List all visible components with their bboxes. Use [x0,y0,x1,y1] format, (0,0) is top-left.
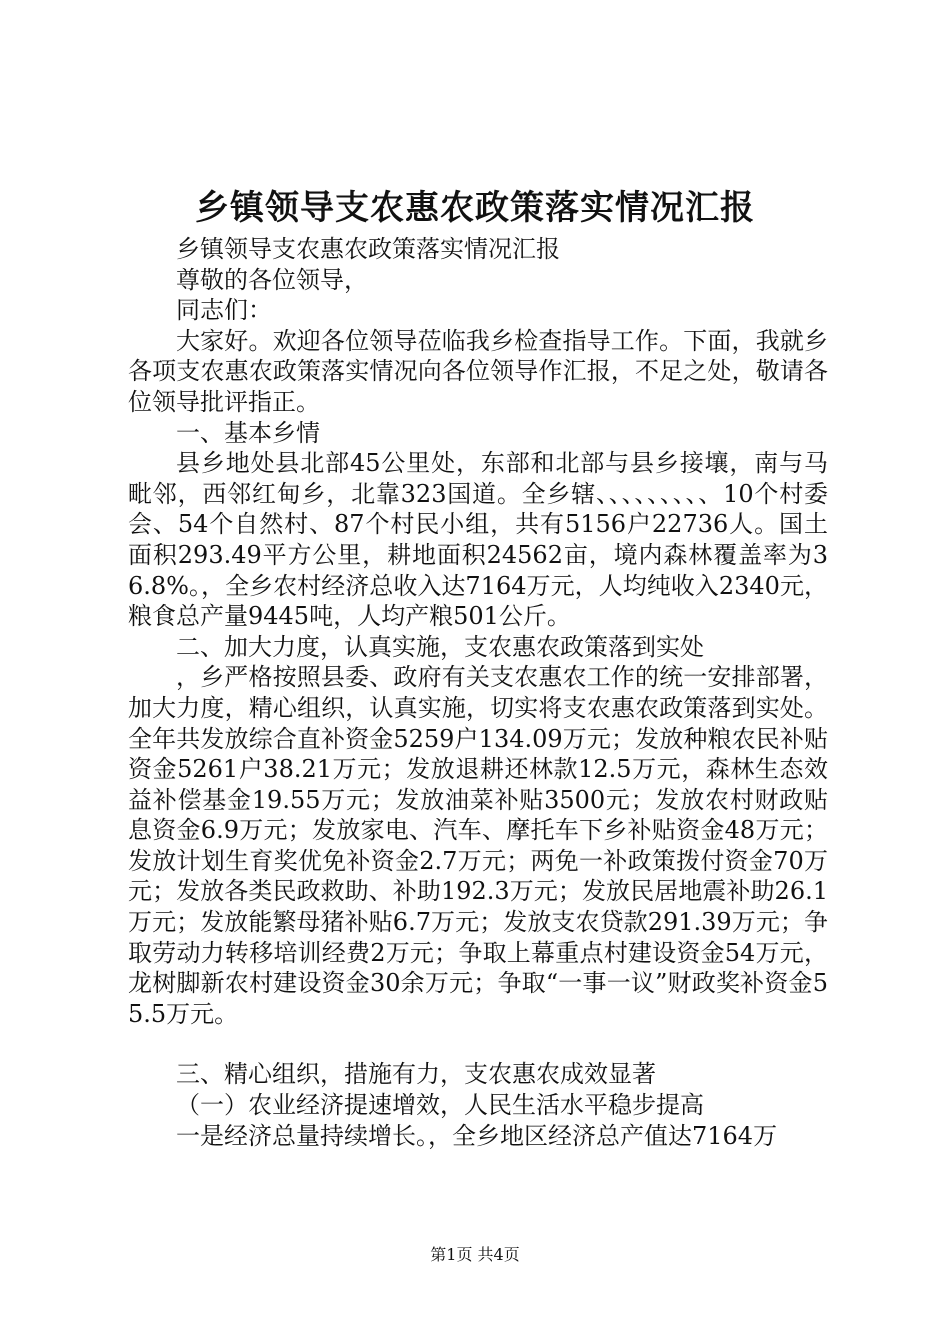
page-number: 第1页 共4页 [430,1245,520,1264]
body-paragraph: ，乡严格按照县委、政府有关支农惠农工作的统一安排部署，加大力度，精心组织，认真实施，切实将支农惠农政策落到实处。全年共发放综合直补资金5259户134.09万元；发放种粮农民补贴资金5261户38.21万元；发放退耕还林款12.5万元，森林生态效益补偿基金19.55万元；发放油菜补贴3500元；发放农村财政贴息资金6.9万元；发放家电、汽车、摩托车下乡补贴资金48万元；发放计划生育奖优免补资金2.7万元；两免一补政策拨付资金70万元；发放各类民政救助、补助192.3万元；发放民居地震补助26.1万元；发放能繁母猪补贴6.7万元；发放支农贷款291.39万元；争取劳动力转移培训经费2万元；争取上幕重点村建设资金54万元，龙树脚新农村建设资金30余万元；争取“一事一议”财政奖补资金55.5万元。 [128,663,828,1028]
document-body [128,234,828,1151]
section-heading: 一、基本乡情 [176,418,320,447]
body-paragraph: 同志们： [176,296,272,325]
document-title: 乡镇领导支农惠农政策落实情况汇报 [195,188,755,228]
body-paragraph: 尊敬的各位领导， [176,265,368,294]
subsection-heading: （一）农业经济提速增效，人民生活水平稳步提高 [176,1091,704,1120]
section-heading: 三、精心组织，措施有力，支农惠农成效显著 [176,1060,656,1089]
section-heading: 二、加大力度，认真实施，支农惠农政策落到实处 [176,632,704,661]
body-paragraph: 县乡地处县北部45公里处，东部和北部与县乡接壤，南与马毗邻，西邻红甸乡，北靠323国道。全乡辖、、、、、、、、、10个村委会、54个自然村、87个村民小组，共有5156户22736人。国土面积293.49平方公里，耕地面积24562亩，境内森林覆盖率为36.8%。，全乡农村经济总收入达7164万元，人均纯收入2340元，粮食总产量9445吨，人均产粮501公斤。 [128,449,828,631]
body-paragraph: 一是经济总量持续增长。，全乡地区经济总产值达7164万 [176,1121,778,1150]
body-paragraph: 乡镇领导支农惠农政策落实情况汇报 [176,235,560,263]
body-paragraph: 大家好。欢迎各位领导莅临我乡检查指导工作。下面，我就乡各项支农惠农政策落实情况向各位领导作汇报，不足之处，敬请各位领导批评指正。 [128,326,828,416]
